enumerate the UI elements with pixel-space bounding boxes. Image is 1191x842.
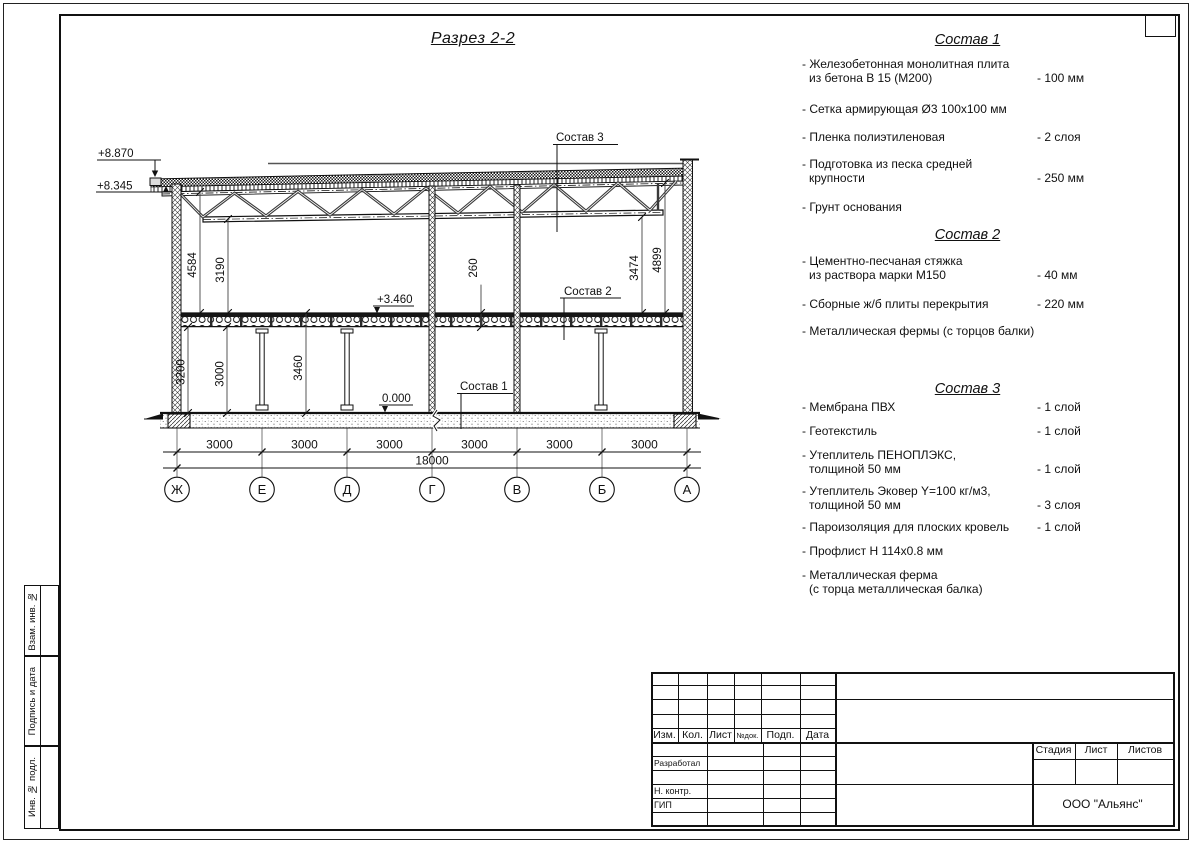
dim-3460: 3460 xyxy=(293,355,305,381)
columns xyxy=(429,185,520,413)
drawing-title: Разрез 2-2 xyxy=(430,30,516,47)
strip-label: Подпись и дата xyxy=(25,656,41,746)
list-item: - Железобетонная монолитная плита из бетона В 15 (М200) - 100 мм xyxy=(802,57,1085,85)
elevation-0000: 0.000 xyxy=(382,393,411,405)
tb-sheets-header: Листов xyxy=(1127,744,1163,756)
axis-label: Г xyxy=(428,482,436,497)
tb-line xyxy=(707,672,708,827)
list-item: - Мембрана ПВХ - 1 слой xyxy=(802,400,1081,414)
total-dim: 18000 xyxy=(415,453,449,468)
axis-label: А xyxy=(682,482,692,497)
list-item: - Металлическая фермы (с торцов балки) xyxy=(802,324,1035,338)
list-item: - Подготовка из песка средней крупности - 250 мм xyxy=(802,157,1085,185)
axis-grid xyxy=(163,429,701,502)
footing-left xyxy=(168,414,190,428)
tb-line xyxy=(651,812,835,813)
tb-line xyxy=(835,672,837,827)
leader-sostav-2: Состав 2 xyxy=(564,286,612,298)
tb-header-izm: Изм. xyxy=(653,729,676,741)
tb-header-list: Лист xyxy=(709,729,732,741)
elevation-8870: +8.870 xyxy=(98,148,134,160)
tb-line xyxy=(1032,759,1175,760)
list-item: - Металлическая ферма (с торца металлическая балка) xyxy=(802,568,983,596)
strip-box-vzam xyxy=(24,585,59,657)
leader-sostav-3: Состав 3 xyxy=(556,132,604,144)
dim-4899: 4899 xyxy=(652,247,664,273)
elevation-8345: +8.345 xyxy=(97,180,133,193)
list-item: - Сетка армирующая Ø3 100х100 мм xyxy=(802,102,1007,116)
strip-label: Инв. № подл. xyxy=(25,746,41,828)
list-item: - Сборные ж/б плиты перекрытия - 220 мм xyxy=(802,297,1085,311)
dim-260: 260 xyxy=(468,258,480,278)
bay-dim: 3000 xyxy=(631,437,658,452)
composition-1-heading: Состав 1 xyxy=(934,32,1001,48)
axis-label: Е xyxy=(257,482,267,497)
section-drawing xyxy=(92,125,740,515)
list-item: - Геотекстиль - 1 слой xyxy=(802,424,1081,438)
strip-box-podpis xyxy=(24,655,59,747)
wall-right xyxy=(683,160,693,414)
composition-3-heading: Состав 3 xyxy=(934,381,1001,397)
dim-3000v: 3000 xyxy=(214,361,227,387)
list-item: - Профлист Н 114х0.8 мм xyxy=(802,544,944,558)
tb-role-ncontrol: Н. контр. xyxy=(654,786,692,796)
bay-dim: 3000 xyxy=(291,437,318,452)
tb-line xyxy=(800,672,801,827)
leader-sostav-1: Состав 1 xyxy=(460,381,508,393)
bay-dim: 3000 xyxy=(376,437,403,452)
bay-dim: 3000 xyxy=(546,437,573,452)
dim-4584: 4584 xyxy=(187,252,199,278)
tb-line xyxy=(651,672,653,827)
axis-label: Ж xyxy=(170,482,184,497)
tb-line xyxy=(763,742,764,827)
composition-2-heading: Состав 2 xyxy=(934,227,1001,243)
tb-role-gip: ГИП xyxy=(654,800,672,810)
composition-panel xyxy=(795,0,1140,650)
list-item: - Пленка полиэтиленовая - 2 слоя xyxy=(802,130,1081,144)
tb-header-kol: Кол. xyxy=(682,729,703,741)
bay-dim: 3000 xyxy=(461,437,488,452)
tb-stage-header: Стадия xyxy=(1035,744,1072,756)
tb-organization: ООО "Альянс" xyxy=(1062,797,1143,811)
tb-header-ndok: №док. xyxy=(736,731,759,740)
axis-label: Д xyxy=(342,482,352,497)
title-block xyxy=(651,672,1175,827)
footing-right xyxy=(674,414,696,428)
tb-line xyxy=(651,699,1175,700)
ground-floor xyxy=(144,410,721,431)
strip-label: Взам. инв. № xyxy=(25,586,41,656)
list-item: - Утеплитель ПЕНОПЛЭКС, толщиной 50 мм - 1 слой xyxy=(802,448,1081,476)
tb-line xyxy=(651,770,835,771)
list-item: - Грунт основания xyxy=(802,200,902,214)
list-item: - Пароизоляция для плоских кровель - 1 слой xyxy=(802,520,1081,534)
roof-drip-edge xyxy=(150,178,161,186)
list-item: - Цементно-песчаная стяжка из раствора марки М150 - 40 мм xyxy=(802,254,1078,282)
tb-role-developer: Разработал xyxy=(654,758,701,768)
tb-line xyxy=(651,825,1175,827)
grade-mark-right xyxy=(698,414,721,419)
corner-stamp-box xyxy=(1145,15,1176,37)
tb-header-podp: Подп. xyxy=(766,729,795,741)
dim-3190: 3190 xyxy=(215,257,227,283)
elevation-3460: +3.460 xyxy=(377,294,413,306)
tb-line xyxy=(1173,672,1175,827)
tb-line xyxy=(651,672,1175,674)
axis-label: В xyxy=(512,482,522,497)
bay-dim: 3000 xyxy=(206,437,233,452)
dim-3474: 3474 xyxy=(629,255,641,281)
tb-header-data: Дата xyxy=(805,729,830,741)
tb-sheet-header: Лист xyxy=(1084,744,1108,756)
axis-label: Б xyxy=(597,482,607,497)
list-item: - Утеплитель Эковер Y=100 кг/м3, толщиной 50 мм - 3 слоя xyxy=(802,484,1081,512)
dim-3200: 3200 xyxy=(175,359,188,385)
strip-box-inv xyxy=(24,745,59,829)
